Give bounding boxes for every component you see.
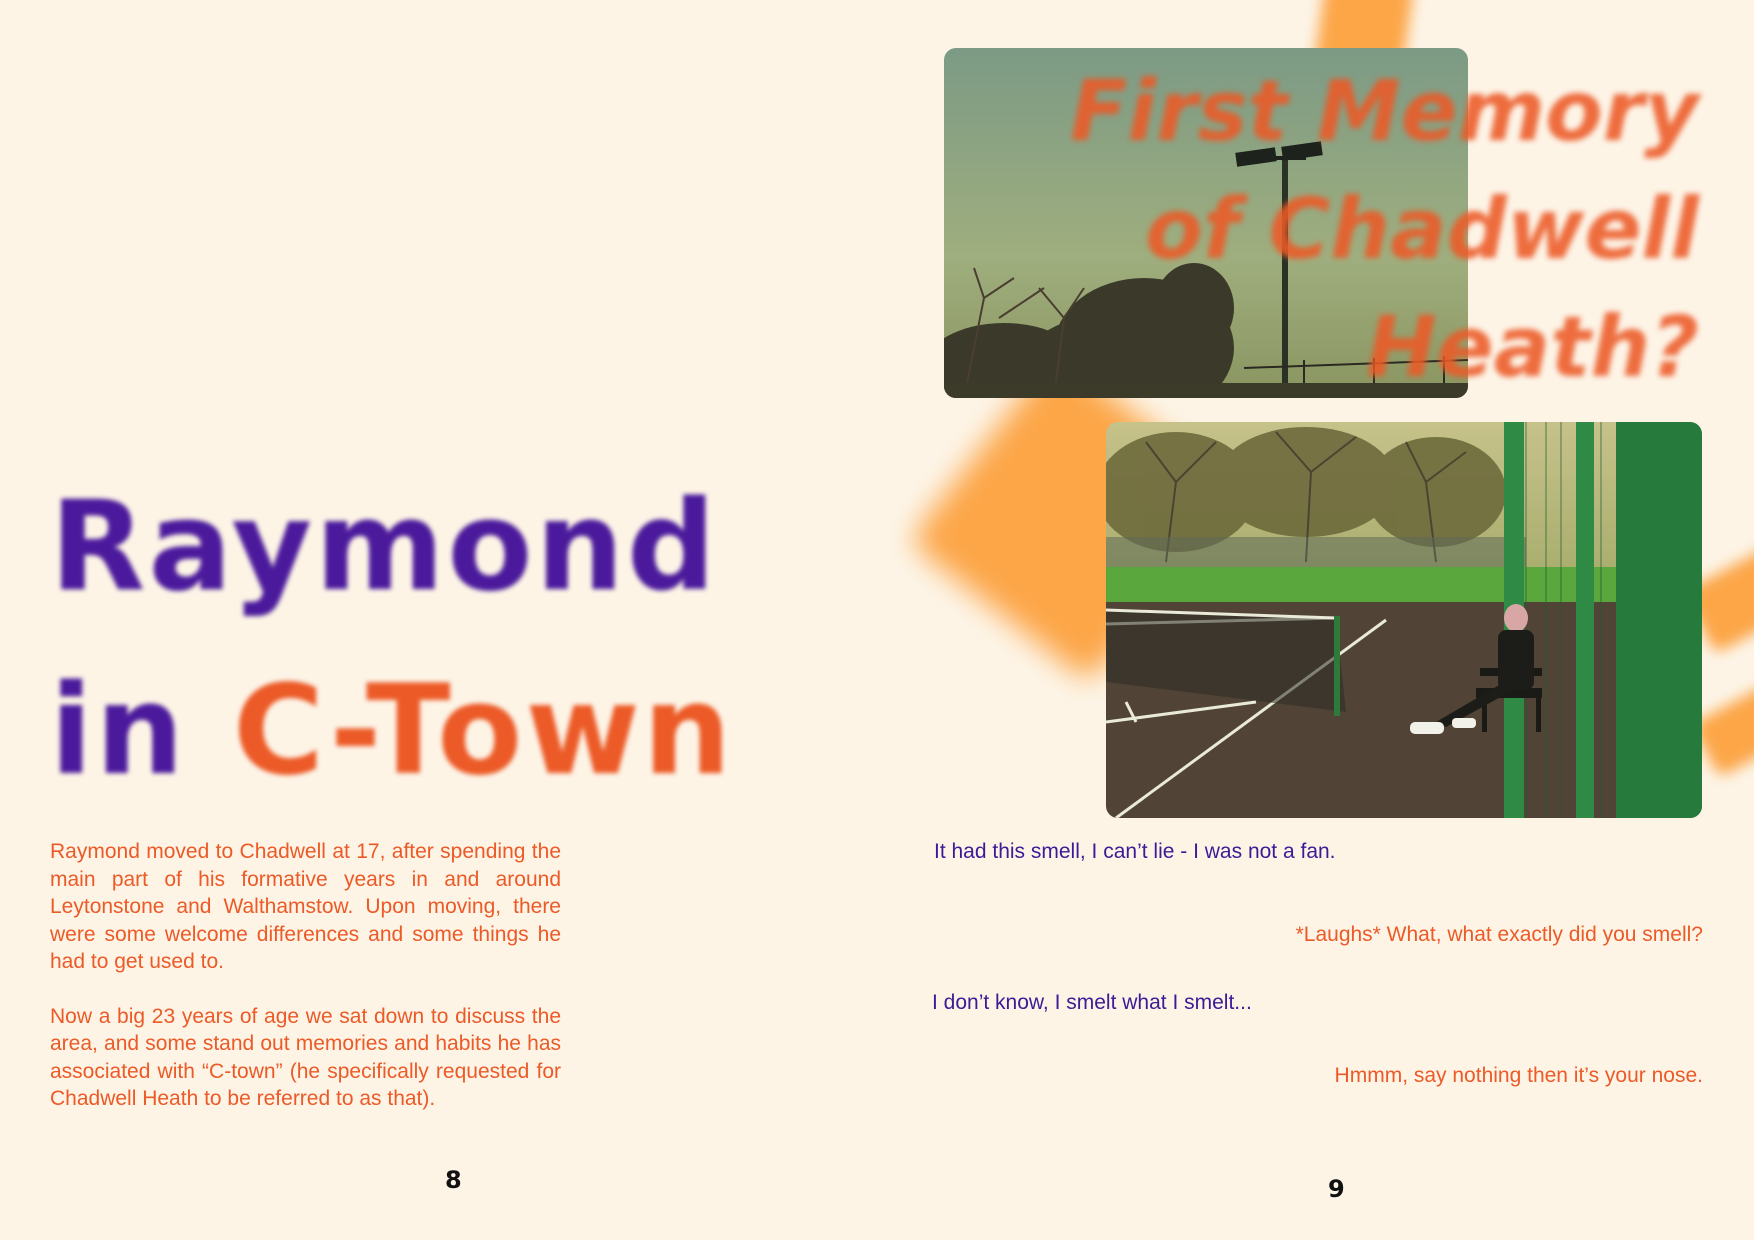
intro-paragraph: Now a big 23 years of age we sat down to discuss the area, and some stand out memories and habits he has associated with “C-town” (he specifically requested for Chadwell Heath to be referred to as that). [50,1004,561,1110]
headline-in: in [50,659,187,803]
headline-c-town: C-Town [232,659,735,803]
dialogue-line-interviewer: Hmmm, say nothing then it’s your nose. [1334,1064,1703,1087]
dialogue-line-raymond: I don’t know, I smelt what I smelt... [932,991,1252,1014]
feature-headline [50,455,734,823]
dialogue-line-interviewer: *Laughs* What, what exactly did you smell? [1295,923,1703,946]
intro-paragraph: Raymond moved to Chadwell at 17, after spending the main part of his formative years in and around Leytonstone and Walthamstow. Upon moving, there were some welcome differences and some things he had to get used to. [50,840,561,973]
page-number-right: 9 [1328,1175,1345,1203]
intro-text [50,838,561,1140]
headline-name: Raymond [50,475,719,619]
title-line: First Memory [1070,62,1699,160]
dialogue-line-raymond: It had this smell, I can’t lie - I was not a fan. [934,840,1336,863]
title-line: Heath? [1366,298,1699,396]
page-number-left: 8 [445,1166,462,1194]
tennis-court-photo [1106,422,1702,818]
title-line: of Chadwell [1145,180,1699,278]
section-question-title [1070,52,1699,406]
